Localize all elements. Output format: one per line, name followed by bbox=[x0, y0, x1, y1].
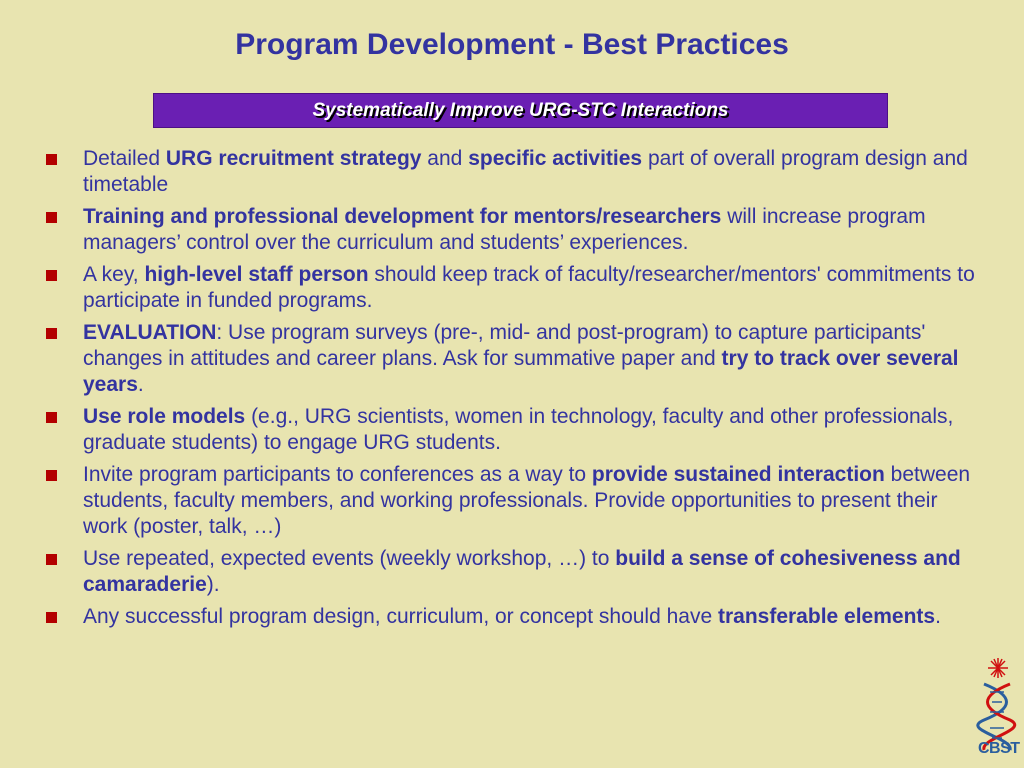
bullet-emphasis: URG recruitment strategy bbox=[165, 147, 422, 170]
bullet-text: Invite program participants to conferences as a way to bbox=[83, 463, 592, 486]
bullet-text: part of overall program design and timetable bbox=[83, 147, 968, 196]
bullet-item bbox=[44, 462, 984, 540]
bullet-emphasis: specific activities bbox=[468, 147, 643, 170]
bullet-square-icon bbox=[46, 212, 57, 223]
bullet-text: : Use program surveys (pre-, mid- and post-program) to capture participants' changes in attitudes and career plans. Ask for summative paper and bbox=[83, 321, 926, 370]
subtitle-text: Systematically Improve URG-STC Interactions bbox=[312, 100, 729, 121]
bullet-item bbox=[44, 404, 984, 456]
bullet-emphasis: Use role models bbox=[83, 405, 246, 428]
bullet-item bbox=[44, 604, 984, 630]
bullet-emphasis: EVALUATION bbox=[83, 321, 217, 344]
bullet-item bbox=[44, 320, 984, 398]
bullet-text: Use repeated, expected events (weekly workshop, …) to bbox=[83, 547, 616, 570]
bullet-text: Any successful program design, curriculum, or concept should have bbox=[83, 605, 718, 628]
bullet-text: ). bbox=[206, 573, 220, 596]
bullet-square-icon bbox=[46, 612, 57, 623]
bullet-text: . bbox=[137, 373, 144, 396]
slide-title: Program Development - Best Practices bbox=[235, 28, 789, 61]
bullet-text: A key, bbox=[83, 263, 145, 286]
bullet-list bbox=[44, 146, 984, 636]
bullet-square-icon bbox=[46, 270, 57, 281]
subtitle-banner bbox=[153, 93, 888, 128]
bullet-square-icon bbox=[46, 328, 57, 339]
bullet-text: should keep track of faculty/researcher/mentors' commitments to participate in funded programs. bbox=[83, 263, 975, 312]
bullet-square-icon bbox=[46, 154, 57, 165]
bullet-item bbox=[44, 546, 984, 598]
bullet-text: . bbox=[935, 605, 941, 628]
bullet-emphasis: build a sense of cohesiveness and camaraderie bbox=[83, 547, 961, 596]
bullet-square-icon bbox=[46, 554, 57, 565]
bullet-emphasis: transferable elements bbox=[717, 605, 936, 628]
bullet-text: Detailed bbox=[83, 147, 166, 170]
bullet-emphasis: high-level staff person bbox=[144, 263, 369, 286]
bullet-text: and bbox=[421, 147, 469, 170]
bullet-item bbox=[44, 262, 984, 314]
bullet-square-icon bbox=[46, 412, 57, 423]
bullet-item bbox=[44, 146, 984, 198]
bullet-item bbox=[44, 204, 984, 256]
bullet-emphasis: try to track over several years bbox=[83, 347, 959, 396]
bullet-emphasis: Training and professional development for mentors/researchers bbox=[83, 205, 722, 228]
bullet-square-icon bbox=[46, 470, 57, 481]
bullet-text: (e.g., URG scientists, women in technology, faculty and other professionals, graduate students) to engage URG students. bbox=[83, 405, 954, 454]
logo-text: CBST bbox=[978, 740, 1020, 757]
bullet-emphasis: provide sustained interaction bbox=[591, 463, 885, 486]
bullet-text: between students, faculty members, and working professionals. Provide opportunities to present their work (poster, talk, …) bbox=[83, 463, 971, 538]
bullet-text: will increase program managers’ control over the curriculum and students’ experiences. bbox=[83, 205, 926, 254]
